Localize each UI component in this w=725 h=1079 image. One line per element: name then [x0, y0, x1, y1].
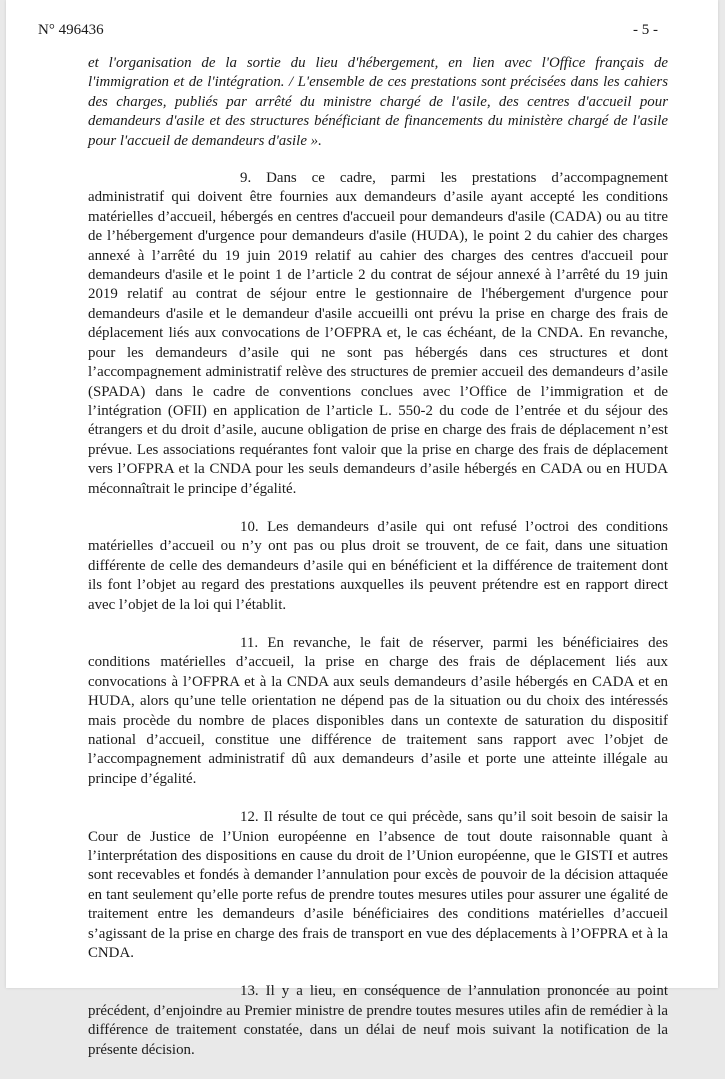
paragraph-10: 10. Les demandeurs d’asile qui ont refusé l’octroi des conditions matérielles d’accueil ou n’y ont pas ou plus droit se trouvent, de ce fait, dans une situation différente de celle des demandeurs d’asile qui en bénéficient et la différence de traitement dont ils font l’objet au regard des prestations auxquelles ils peuvent prétendre est en rapport direct avec l’objet de la loi qui l’établit.	[88, 518, 668, 613]
document-page	[6, 0, 718, 1058]
paragraph-9: 9. Dans ce cadre, parmi les prestations d’accompagnement administratif qui doivent être fournies aux demandeurs d’asile ayant accepté les conditions matérielles d’accueil, hébergés en centres d'accueil pour demandeurs d'asile (CADA) ou au titre de l’hébergement d'urgence pour demandeurs d'asile (HUDA), le point 2 du cahier des charges annexé à l’arrêté du 19 juin 2019 relatif au cahier des charges des centres d'accueil pour demandeurs d'asile et le point 1 de l’article 2 du contrat de séjour annexé à l’arrêté du 19 juin 2019 relatif au contrat de séjour entre le gestionnaire de l'hébergement d'urgence pour demandeurs d'asile et le demandeur d'asile accueilli ont prévu la prise en charge des frais de déplacement liés aux convocations de l’OFPRA et, le cas échéant, de la CNDA. En revanche, pour les demandeurs d’asile qui ne sont pas hébergés dans ces structures et dont l’accompagnement administratif relève des structures de premier accueil des demandeurs d’asile (SPADA) dans le cadre de conventions conclues avec l’Office de l’immigration et de l’intégration (OFII) en application de l’article L. 550-2 du code de l’entrée et du séjour des étrangers et du droit d’asile, aucune obligation de prise en charge des frais de déplacement n’est prévue. Les associations requérantes font valoir que la prise en charge des frais de déplacement vers l’OFPRA et la CNDA pour les seuls demandeurs d’asile hébergés en CADA ou en HUDA méconnaîtrait le principe d’égalité.	[88, 170, 668, 497]
document-body	[88, 54, 668, 1079]
paragraph-11: 11. En revanche, le fait de réserver, parmi les bénéficiaires des conditions matérielles d’accueil, la prise en charge des frais de déplacement liés aux convocations à l’OFPRA et à la CNDA aux seuls demandeurs d’asile hébergés en CADA et en HUDA, alors qu’une telle orientation ne dépend pas de la situation ou du choix des intéressés mais procède du nombre de places disponibles dans un contexte de saturation du dispositif national d’accueil, constitue une différence de traitement sans rapport avec l’objet de l’accompagnement administratif dû aux demandeurs d’asile et porte une atteinte illégale au principe d’égalité.	[88, 634, 668, 787]
paragraph-12: 12. Il résulte de tout ce qui précède, sans qu’il soit besoin de saisir la Cour de Justice de l’Union européenne en l’absence de tout doute raisonnable quant à l’interprétation des dispositions en cause du droit de l’Union européenne, que le GISTI et autres sont recevables et fondés à demander l’annulation pour excès de pouvoir de la décision attaquée en tant seulement qu’elle porte refus de prendre toutes mesures utiles pour assurer une égalité de traitement entre les demandeurs d’asile bénéficiaires des conditions matérielles d’accueil s’agissant de la prise en charge des frais de transport en vue des déplacements à l’OFPRA et à la CNDA.	[88, 809, 668, 962]
quote-continuation: et l'organisation de la sortie du lieu d'hébergement, en lien avec l'Office français de l'immigration et de l'intégration. / L'ensemble de ces prestations sont précisées dans les cahiers des charges, publiés par arrêté du ministre chargé de l'asile, des centres d'accueil pour demandeurs d'asile et des structures bénéficiant de financements du ministère chargé de l'asile pour l'accueil de demandeurs d'asile ».	[88, 55, 668, 149]
case-number: N° 496436	[38, 22, 104, 38]
page-number: - 5 -	[633, 22, 658, 38]
paragraph-13: 13. Il y a lieu, en conséquence de l’annulation prononcée au point précédent, d’enjoindre au Premier ministre de prendre toutes mesures utiles afin de remédier à la différence de traitement constatée, dans un délai de neuf mois suivant la notification de la présente décision.	[88, 983, 668, 1058]
